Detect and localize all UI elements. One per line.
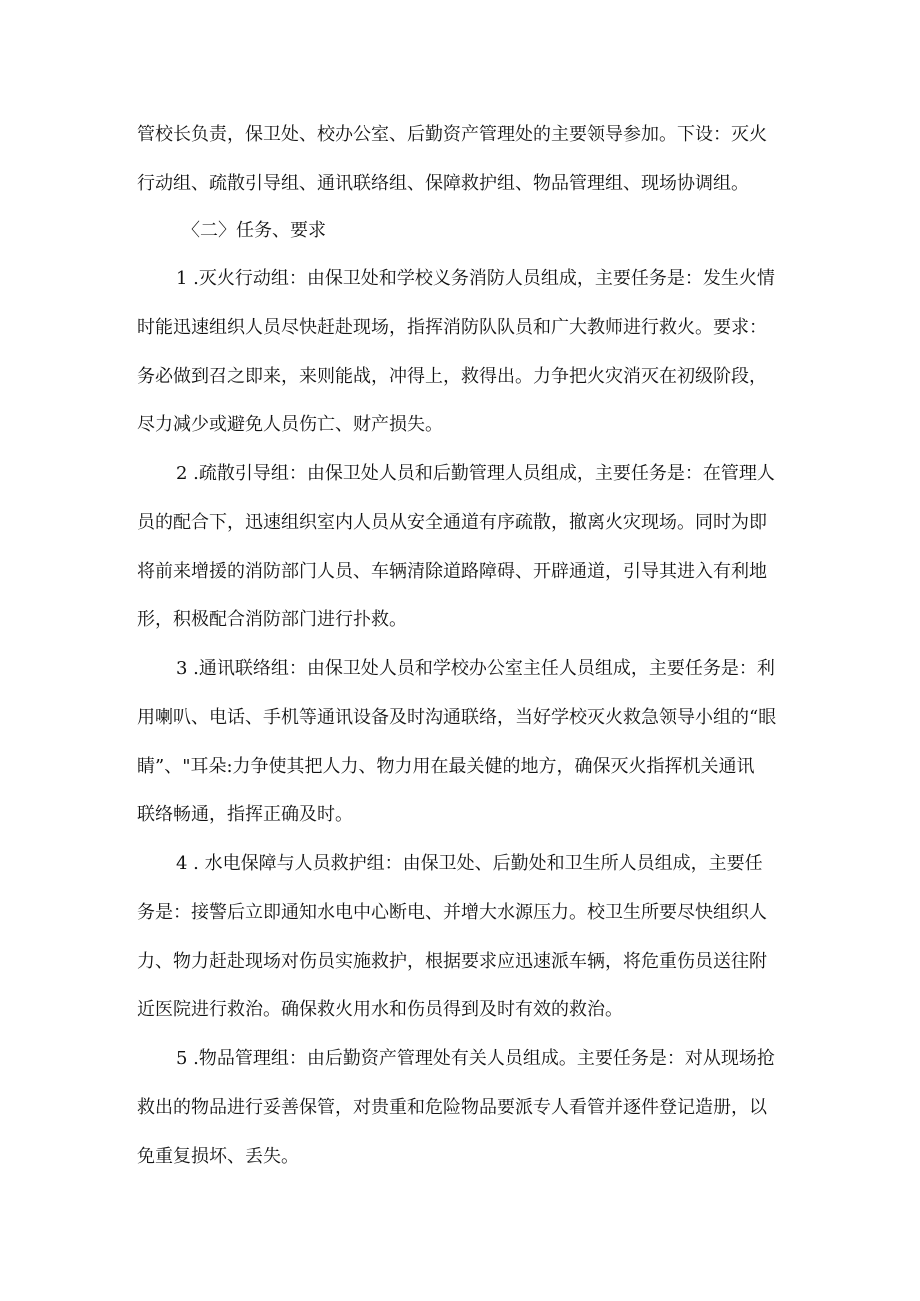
- item-5-line-3: 免重复损坏、丢失。: [137, 1146, 299, 1167]
- item-2-line-4: 形，积极配合消防部门进行扑救。: [137, 609, 407, 630]
- item-5-line-1: 5 .物品管理组：由后勤资产管理处有关人员组成。主要任务是：对从现场抢: [176, 1048, 775, 1069]
- item-1-line-3: 务必做到召之即来，来则能战，冲得上，救得出。力争把火灾消灭在初级阶段，: [137, 366, 767, 387]
- item-5-line-2: 救出的物品进行妥善保管，对贵重和危险物品要派专人看管并逐件登记造册，以: [137, 1097, 767, 1118]
- intro-line-2: 行动组、疏散引导组、通讯联络组、保障救护组、物品管理组、现场协调组。: [137, 173, 749, 194]
- item-1-line-1: 1 .灭火行动组：由保卫处和学校义务消防人员组成，主要任务是：发生火情: [176, 268, 775, 289]
- item-1-line-4: 尽力减少或避免人员伤亡、财产损失。: [137, 414, 443, 435]
- item-2-line-1: 2 .疏散引导组：由保卫处人员和后勤管理人员组成，主要任务是：在管理人: [176, 463, 775, 484]
- item-1-line-2: 时能迅速组织人员尽快赶赴现场，指挥消防队队员和广大教师进行救火。要求：: [137, 317, 767, 338]
- item-2-line-3: 将前来增援的消防部门人员、车辆清除道路障碍、开辟通道，引导其进入有利地: [137, 561, 767, 582]
- item-4-line-2: 务是：接警后立即通知水电中心断电、并增大水源压力。校卫生所要尽快组织人: [137, 902, 767, 923]
- intro-line-1: 管校长负责，保卫处、校办公室、后勤资产管理处的主要领导参加。下设：灭火: [137, 124, 767, 145]
- section-heading: 〈二〉任务、要求: [182, 220, 326, 241]
- item-3-line-4: 联络畅通，指挥正确及时。: [137, 804, 353, 825]
- item-4-line-4: 近医院进行救治。确保救火用水和伤员得到及时有效的救治。: [137, 999, 623, 1020]
- item-3-line-1: 3 .通讯联络组：由保卫处人员和学校办公室主任人员组成，主要任务是：利: [176, 658, 775, 679]
- item-3-line-3: 睛”、"耳朵:力争使其把人力、物力用在最关健的地方，确保灭火指挥机关通讯: [137, 756, 755, 777]
- item-3-line-2: 用喇叭、电话、手机等通讯设备及时沟通联络，当好学校灭火救急领导小组的“眼: [137, 707, 777, 728]
- item-4-line-1: 4 . 水电保障与人员救护组：由保卫处、后勤处和卫生所人员组成，主要任: [176, 853, 763, 874]
- item-4-line-3: 力、物力赶赴现场对伤员实施救护，根据要求应迅速派车辆，将危重伤员送往附: [137, 951, 767, 972]
- item-2-line-2: 员的配合下，迅速组织室内人员从安全通道有序疏散，撤离火灾现场。同时为即: [137, 512, 767, 533]
